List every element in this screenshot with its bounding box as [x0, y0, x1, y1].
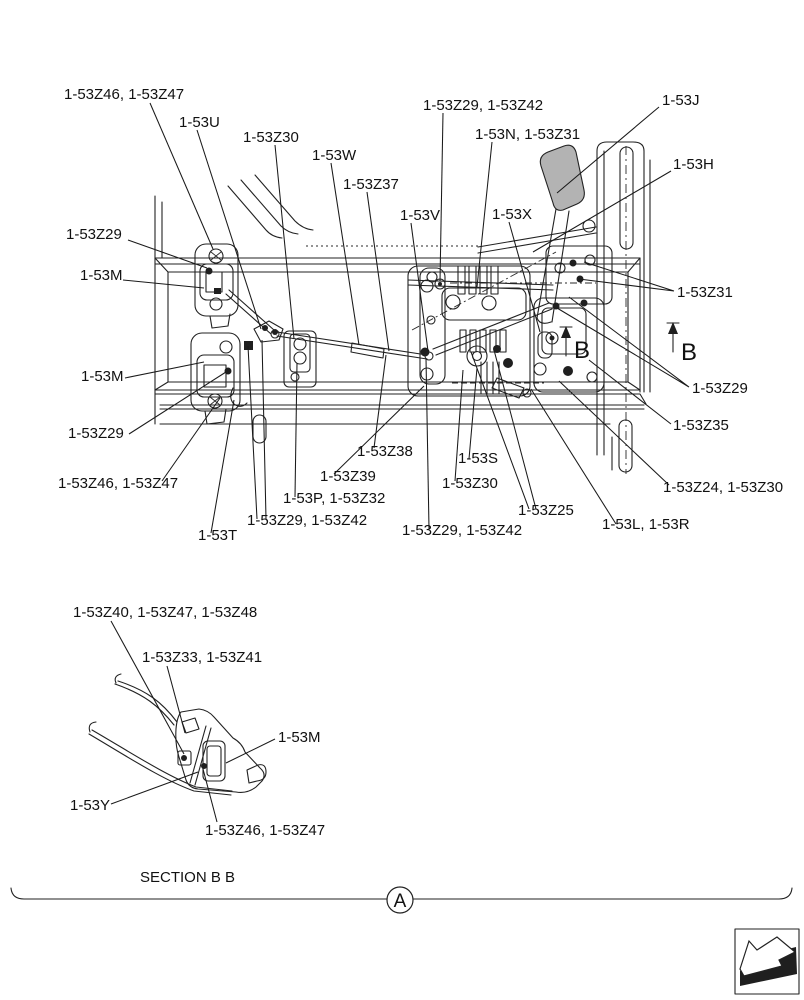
- callout-label: 1-53Z37: [343, 176, 399, 193]
- view-marker-a-label: A: [393, 891, 407, 912]
- callout-label: 1-53Z31: [677, 284, 733, 301]
- callout-label: 1-53Z29, 1-53Z42: [423, 97, 544, 114]
- callout-label: 1-53Z38: [357, 443, 413, 460]
- callout-label: 1-53Z46, 1-53Z47: [64, 86, 185, 103]
- callout-label: 1-53N, 1-53Z31: [475, 126, 581, 143]
- callout-label: 1-53Z40, 1-53Z47, 1-53Z48: [73, 604, 258, 621]
- callout-label: 1-53V: [400, 207, 441, 224]
- callout-label: 1-53Z33, 1-53Z41: [142, 649, 263, 666]
- callout-label: 1-53Z29, 1-53Z42: [402, 522, 523, 539]
- callout-label: 1-53Z29: [66, 226, 122, 243]
- callout-label: 1-53J: [662, 92, 700, 109]
- handle-grip: [540, 145, 584, 210]
- callout-label: 1-53U: [179, 114, 220, 131]
- section-title: SECTION B B: [140, 869, 236, 886]
- callout-label: 1-53Z46, 1-53Z47: [205, 822, 326, 839]
- callout-label: 1-53Z25: [518, 502, 574, 519]
- section-marker-b-label: B: [574, 337, 591, 364]
- callout-label: 1-53L, 1-53R: [602, 516, 690, 533]
- callout-label: 1-53Y: [70, 797, 111, 814]
- callout-label: 1-53M: [80, 267, 123, 284]
- view-divider: [11, 887, 792, 913]
- callout-label: 1-53Z39: [320, 468, 376, 485]
- section-bb-artwork: [89, 674, 266, 795]
- callout-label: 1-53H: [673, 156, 714, 173]
- callout-label: 1-53Z29, 1-53Z42: [247, 512, 368, 529]
- callout-label: 1-53T: [198, 527, 238, 544]
- callout-label: 1-53Z29: [692, 380, 748, 397]
- callout-label: 1-53M: [81, 368, 124, 385]
- callout-label: 1-53Z24, 1-53Z30: [663, 479, 784, 496]
- callout-label: 1-53Z30: [243, 129, 299, 146]
- callout-label: 1-53Z46, 1-53Z47: [58, 475, 179, 492]
- section-marker-b-label: B: [681, 339, 698, 366]
- callout-label: 1-53Z35: [673, 417, 729, 434]
- striker-bottom: [191, 333, 253, 424]
- callout-label: 1-53M: [278, 729, 321, 746]
- callout-label: 1-53Z30: [442, 475, 498, 492]
- section-arrow-b-right: [667, 322, 697, 366]
- door-panel-artwork: [155, 142, 650, 474]
- callout-labels: [58, 86, 783, 839]
- door-handle: [537, 145, 584, 323]
- callout-label: 1-53W: [312, 147, 357, 164]
- callout-label: 1-53P, 1-53Z32: [283, 490, 386, 507]
- release-cables: [89, 674, 266, 795]
- callout-label: 1-53X: [492, 206, 533, 223]
- brand-arrow-logo: [735, 929, 799, 994]
- callout-label: 1-53Z29: [68, 425, 124, 442]
- striker-top: [195, 244, 238, 328]
- callout-label: 1-53S: [458, 450, 499, 467]
